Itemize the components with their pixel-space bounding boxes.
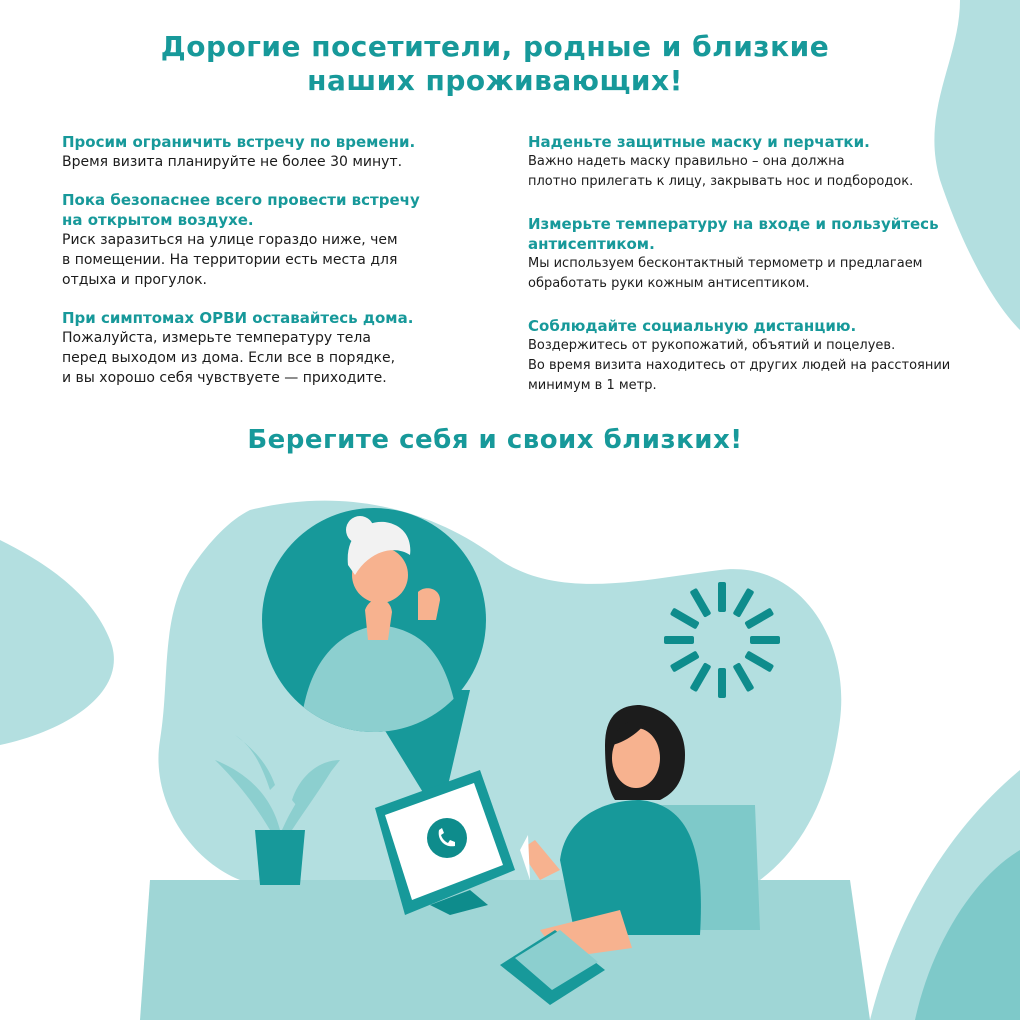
text-line: отдыха и прогулок. bbox=[62, 272, 207, 288]
block-text bbox=[528, 254, 998, 294]
text-line: Мы используем бесконтактный термометр и предлагаем bbox=[528, 256, 923, 271]
phone-icon bbox=[427, 818, 467, 858]
text-line: в помещении. На территории есть места для bbox=[62, 252, 398, 268]
heading-line: на открытом воздухе. bbox=[62, 211, 254, 229]
title-line: Дорогие посетители, родные и близкие bbox=[160, 30, 830, 63]
block-heading bbox=[528, 316, 998, 336]
block-text bbox=[528, 336, 998, 396]
heading-line: Измерьте температуру на входе и пользуйтесь bbox=[528, 215, 939, 233]
block-text bbox=[528, 152, 998, 192]
text-line: Важно надеть маску правильно – она должна bbox=[528, 154, 845, 169]
info-block bbox=[62, 132, 502, 172]
video-call-illustration bbox=[0, 480, 1020, 1020]
heading-line: Соблюдайте социальную дистанцию. bbox=[528, 317, 857, 335]
block-heading bbox=[62, 308, 502, 328]
text-line: Во время визита находитесь от других людей на расстоянии bbox=[528, 358, 951, 373]
text-line: минимум в 1 метр. bbox=[528, 378, 657, 393]
text-line: перед выходом из дома. Если все в порядке, bbox=[62, 350, 396, 366]
info-block bbox=[528, 316, 998, 396]
title-line: наших проживающих! bbox=[307, 64, 683, 97]
right-column bbox=[528, 132, 998, 418]
text-line: Риск заразиться на улице гораздо ниже, чем bbox=[62, 232, 398, 248]
text-line: Время визита планируйте не более 30 минут. bbox=[62, 154, 403, 170]
text-line: плотно прилегать к лицу, закрывать нос и подбородок. bbox=[528, 174, 914, 189]
block-text bbox=[62, 230, 502, 290]
text-line: и вы хорошо себя чувствуете — приходите. bbox=[62, 370, 387, 386]
block-heading bbox=[62, 132, 502, 152]
slogan: Берегите себя и своих близких! bbox=[247, 425, 743, 455]
text-line: обработать руки кожным антисептиком. bbox=[528, 276, 810, 291]
heading-line: Пока безопаснее всего провести встречу bbox=[62, 191, 420, 209]
left-column bbox=[62, 132, 502, 406]
heading-line: Просим ограничить встречу по времени. bbox=[62, 133, 416, 151]
info-block bbox=[62, 190, 502, 290]
text-line: Воздержитесь от рукопожатий, объятий и поцелуев. bbox=[528, 338, 896, 353]
block-text bbox=[62, 152, 502, 172]
page-title bbox=[0, 30, 990, 98]
floor bbox=[140, 880, 870, 1020]
block-heading bbox=[62, 190, 502, 230]
heading-line: При симптомах ОРВИ оставайтесь дома. bbox=[62, 309, 414, 327]
block-text bbox=[62, 328, 502, 388]
block-heading bbox=[528, 132, 998, 152]
block-heading bbox=[528, 214, 998, 254]
info-block bbox=[528, 214, 998, 294]
info-block bbox=[62, 308, 502, 388]
heading-line: Наденьте защитные маску и перчатки. bbox=[528, 133, 870, 151]
text-line: Пожалуйста, измерьте температуру тела bbox=[62, 330, 371, 346]
heading-line: антисептиком. bbox=[528, 235, 655, 253]
info-block bbox=[528, 132, 998, 192]
